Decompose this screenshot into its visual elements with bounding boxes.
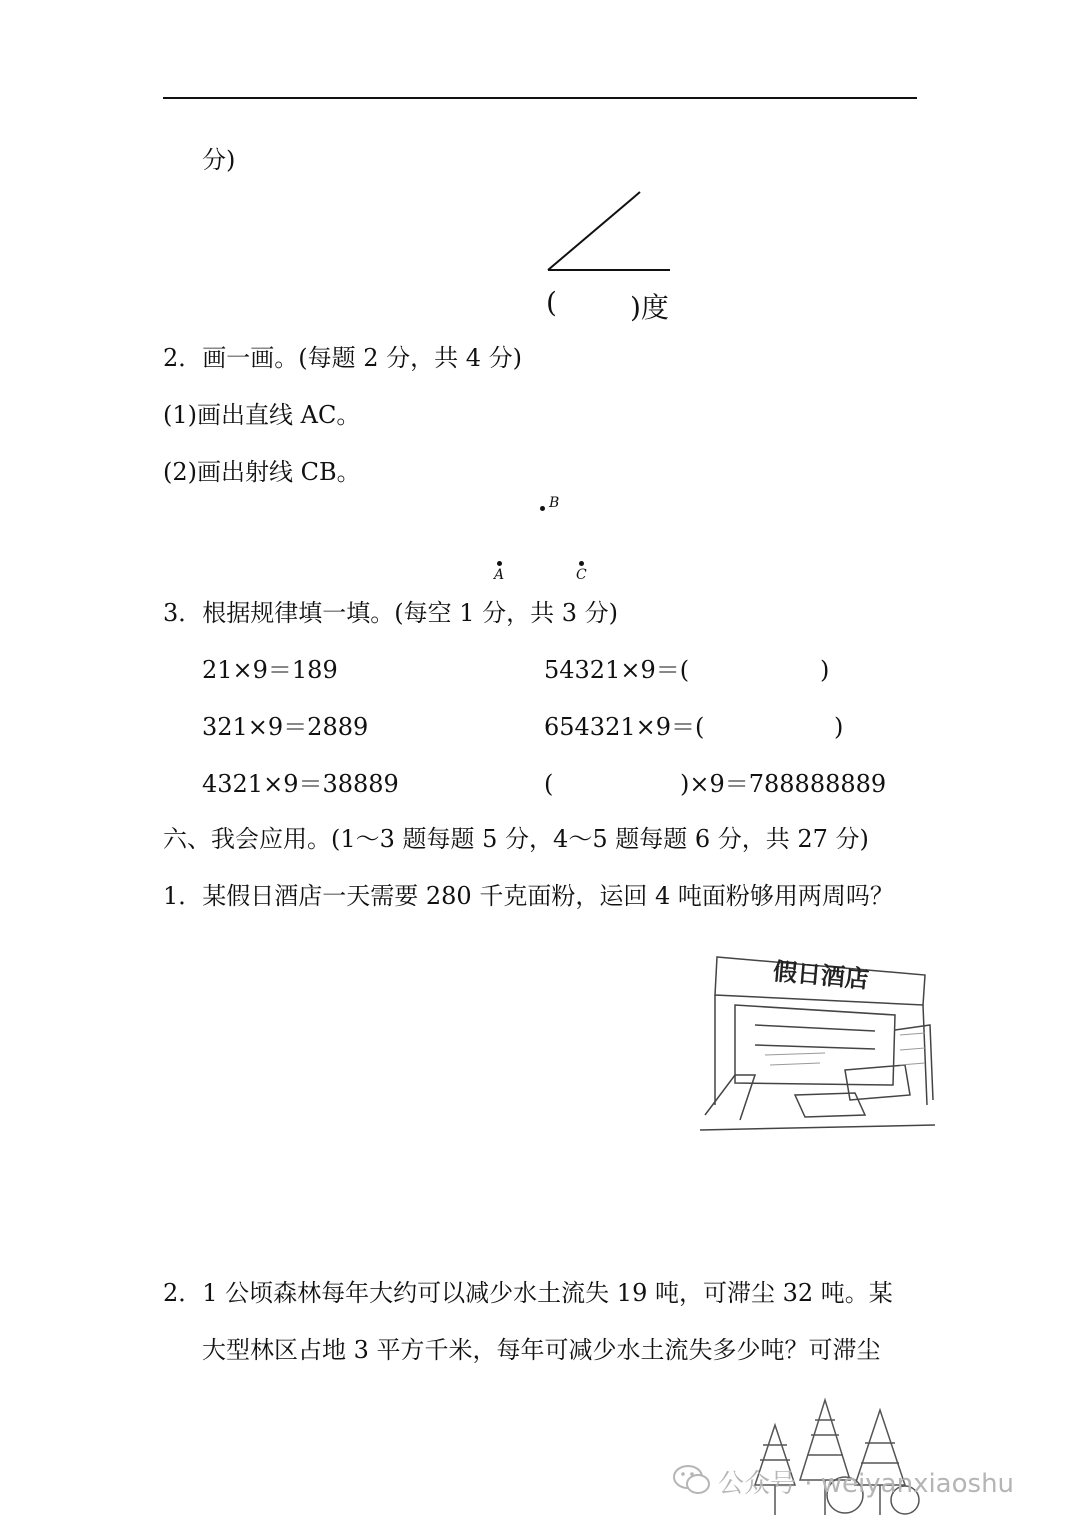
q3-right-2-open: 654321×9＝( [544, 713, 705, 741]
q1-answer-close: )度 [630, 291, 669, 324]
forest-illustration [745, 1385, 925, 1527]
q3-right-3-close: )×9＝788888889 [680, 770, 887, 798]
section6-problem2-line2: 大型林区占地 3 平方千米，每年可减少水土流失多少吨？可滞尘 [202, 1336, 881, 1364]
q3-left-1: 21×9＝189 [202, 656, 338, 684]
point-b-label: B [549, 495, 560, 511]
q2-title: 2．画一画。(每题 2 分，共 4 分) [163, 344, 523, 372]
wechat-icon [672, 1462, 712, 1498]
section6-problem2-line1: 2．1 公顷森林每年大约可以减少水土流失 19 吨，可滞尘 32 吨。某 [163, 1279, 893, 1307]
q1-tail-text: 分) [202, 146, 236, 174]
q2-part1: (1)画出直线 AC。 [163, 401, 361, 429]
point-a-dot [497, 561, 502, 566]
section6-problem1: 1．某假日酒店一天需要 280 千克面粉，运回 4 吨面粉够用两周吗？ [163, 882, 894, 910]
hotel-illustration [695, 935, 945, 1135]
point-a-label: A [494, 567, 505, 583]
q3-right-1-close: ) [820, 656, 830, 684]
q3-left-3: 4321×9＝38889 [202, 770, 399, 798]
point-c-dot [579, 561, 584, 566]
q3-right-1-open: 54321×9＝( [544, 656, 690, 684]
point-c-label: C [576, 567, 587, 583]
hotel-sign-text: 假日酒店 [771, 956, 871, 994]
q2-part2: (2)画出射线 CB。 [163, 458, 361, 486]
q3-right-3-open: ( [544, 770, 554, 798]
section6-title: 六、我会应用。(1～3 题每题 5 分，4～5 题每题 6 分，共 27 分) [163, 825, 869, 853]
q3-title: 3．根据规律填一填。(每空 1 分，共 3 分) [163, 599, 619, 627]
q3-right-2-close: ) [834, 713, 844, 741]
watermark-text: 公众号 · weiyanxiaoshu [718, 1469, 1015, 1499]
q3-left-2: 321×9＝2889 [202, 713, 369, 741]
angle-figure [540, 188, 680, 278]
q1-answer-open: ( [546, 286, 557, 319]
point-b-dot [540, 506, 545, 511]
top-rule [163, 97, 917, 99]
